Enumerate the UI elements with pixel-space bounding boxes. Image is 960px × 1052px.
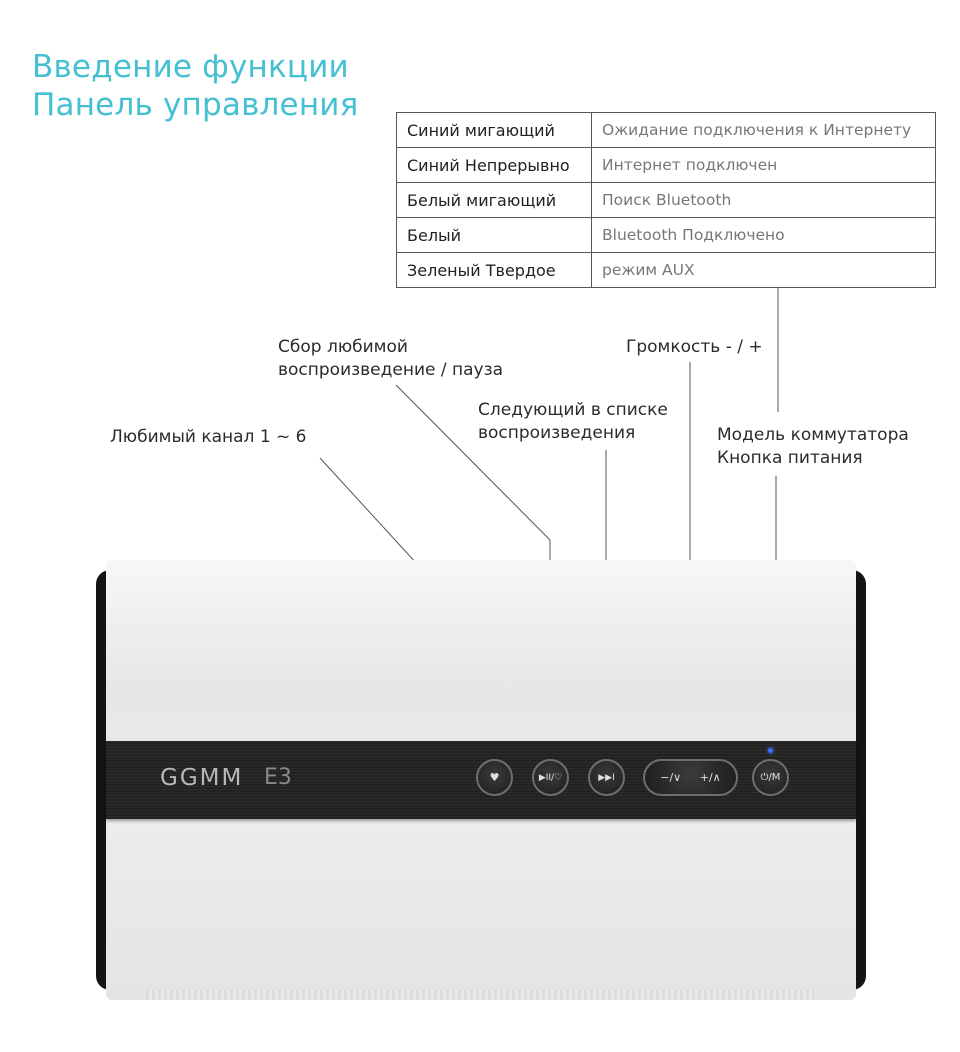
- next-button[interactable]: [588, 759, 625, 796]
- heart-icon: ♥: [489, 771, 500, 784]
- status-state: Зеленый Твердое: [397, 253, 592, 288]
- status-state: Белый мигающий: [397, 183, 592, 218]
- label-line: воспроизведение / пауза: [278, 360, 504, 380]
- control-panel: [106, 741, 856, 819]
- status-meaning: режим AUX: [592, 253, 936, 288]
- status-state: Белый: [397, 218, 592, 253]
- label-line: Следующий в списке: [478, 400, 668, 420]
- status-meaning: Bluetooth Подключено: [592, 218, 936, 253]
- favorite-button[interactable]: [476, 759, 513, 796]
- label-favorite-channel: Любимый канал 1 ~ 6: [110, 427, 307, 447]
- play-pause-button[interactable]: [532, 759, 569, 796]
- power-mode-button[interactable]: [752, 759, 789, 796]
- label-line: Модель коммутатора: [717, 425, 909, 445]
- play-pause-icon: ▶II/♡: [538, 772, 563, 783]
- volume-up-icon[interactable]: +/∧: [699, 771, 721, 784]
- status-meaning: Поиск Bluetooth: [592, 183, 936, 218]
- title-line-2: Панель управления: [32, 87, 359, 123]
- next-track-icon: ▶▶I: [598, 772, 615, 783]
- title-line-1: Введение функции: [32, 49, 349, 85]
- status-meaning: Интернет подключен: [592, 148, 936, 183]
- label-volume: Громкость - / +: [626, 337, 763, 357]
- speaker-device: [96, 560, 866, 1000]
- status-meaning: Ожидание подключения к Интернету: [592, 113, 936, 148]
- label-line: Кнопка питания: [717, 448, 863, 468]
- speaker-body: [106, 560, 856, 1000]
- volume-rocker[interactable]: [643, 759, 738, 796]
- callout-line-collect: [396, 385, 550, 540]
- status-led: [768, 748, 773, 753]
- label-line: воспроизведения: [478, 423, 636, 443]
- status-state: Синий Непрерывно: [397, 148, 592, 183]
- model-name: E3: [264, 765, 292, 790]
- volume-down-icon[interactable]: −/∨: [660, 771, 682, 784]
- brand-logo: GGMM: [160, 765, 244, 791]
- label-line: Сбор любимой: [278, 337, 408, 357]
- status-state: Синий мигающий: [397, 113, 592, 148]
- speaker-grille-edge: [146, 990, 816, 1000]
- power-icon: ⏻/M: [760, 772, 781, 783]
